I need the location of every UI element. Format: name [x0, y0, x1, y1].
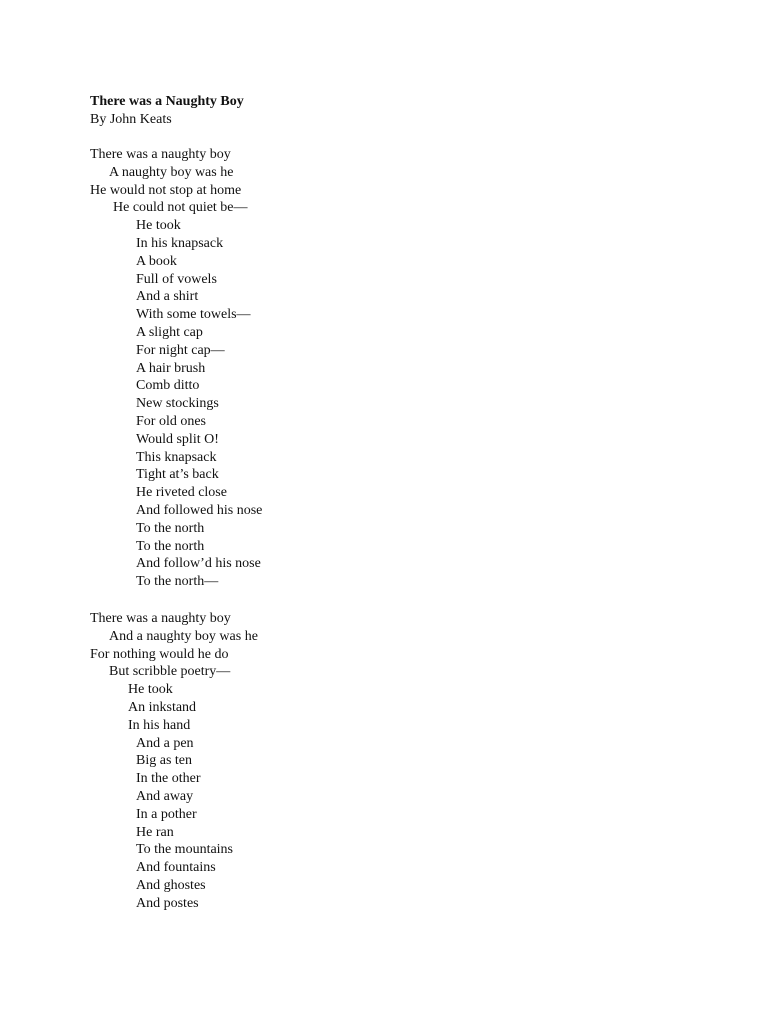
- poem-line: He could not quiet be—: [113, 200, 248, 216]
- poem-line: Comb ditto: [136, 378, 200, 394]
- poem-line: And a pen: [136, 735, 194, 751]
- poem-title: There was a Naughty Boy: [90, 94, 244, 109]
- poem-line: He riveted close: [136, 485, 227, 501]
- poem-line: And followed his nose: [136, 502, 263, 518]
- poem-line: A hair brush: [136, 360, 206, 376]
- poem-line: But scribble poetry—: [109, 664, 231, 680]
- poem-line: Full of vowels: [136, 271, 217, 287]
- poem-line: Big as ten: [136, 753, 192, 769]
- poem-line: And postes: [136, 895, 199, 911]
- poem-line: In a pother: [136, 806, 197, 822]
- poem-line: He would not stop at home: [90, 182, 242, 198]
- poem-line: A slight cap: [136, 324, 203, 340]
- poem-line: A naughty boy was he: [109, 164, 234, 180]
- poem-line: This knapsack: [136, 449, 217, 465]
- poem-line: New stockings: [136, 396, 219, 412]
- poem-line: To the north: [136, 520, 205, 536]
- poem-line: For old ones: [136, 413, 206, 429]
- poem-line: There was a naughty boy: [90, 147, 231, 162]
- stanza-1: [0, 146, 768, 591]
- stanza-2: [0, 610, 768, 913]
- poem-author: By John Keats: [90, 112, 172, 127]
- poem-line: And a shirt: [136, 289, 199, 305]
- poem-line: And away: [136, 788, 194, 804]
- poem-line: With some towels—: [136, 307, 251, 323]
- poem-line: For night cap—: [136, 342, 225, 358]
- poem-line: In his hand: [128, 717, 191, 733]
- poem-line: To the north—: [136, 574, 219, 590]
- poem-line: An inkstand: [128, 699, 197, 715]
- poem-line: He ran: [136, 824, 174, 840]
- poem-line: And ghostes: [136, 877, 206, 893]
- poem-line: He took: [128, 682, 173, 698]
- poem-line: To the north: [136, 538, 205, 554]
- poem-line: And a naughty boy was he: [109, 628, 258, 644]
- poem-line: And follow’d his nose: [136, 556, 261, 572]
- poem-line: Would split O!: [136, 431, 219, 447]
- poem-line: For nothing would he do: [90, 646, 229, 662]
- poem-line: Tight at’s back: [136, 467, 219, 483]
- poem-line: There was a naughty boy: [90, 611, 231, 626]
- poem-line: In his knapsack: [136, 235, 224, 251]
- poem-line: A book: [136, 253, 177, 269]
- poem-line: He took: [136, 218, 181, 234]
- poem-line: In the other: [136, 771, 201, 787]
- poem-line: And fountains: [136, 860, 216, 876]
- poem-line: To the mountains: [136, 842, 234, 858]
